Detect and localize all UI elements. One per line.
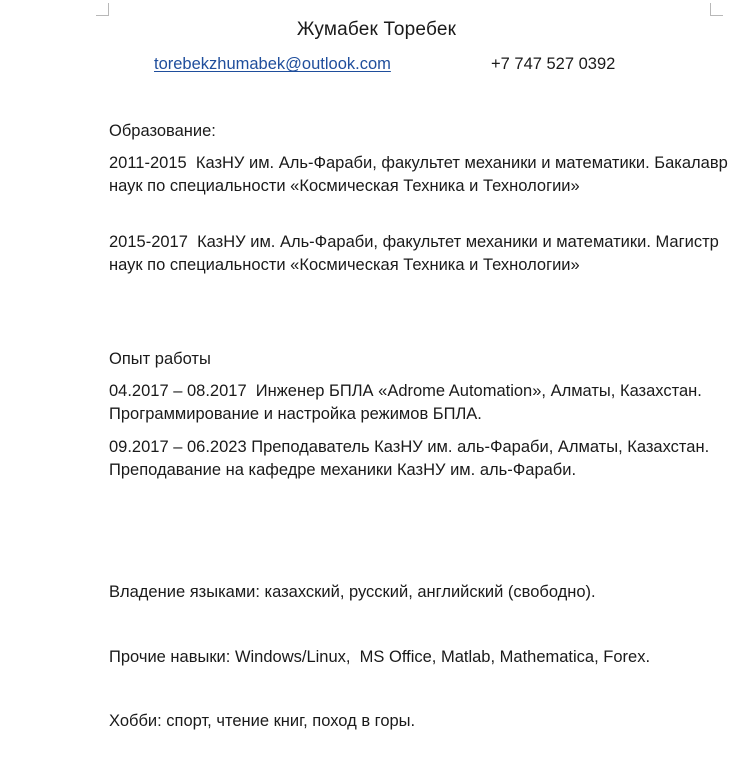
margin-corner-mark-right	[710, 3, 723, 16]
education-entry-1: 2011-2015 КазНУ им. Аль-Фараби, факультет механики и математики. Бакалавр наук по специальности «Космическая Техника и Технологии»	[109, 154, 733, 195]
experience-entry-1: 04.2017 – 08.2017 Инженер БПЛА «Adrome Automation», Алматы, Казахстан. Программирование и настройка режимов БПЛА.	[109, 382, 707, 423]
education-heading: Образование:	[109, 122, 216, 140]
person-name: Жумабек Торебек	[296, 19, 457, 40]
hobbies-line: Хобби: спорт, чтение книг, поход в горы.	[109, 712, 416, 730]
email-link[interactable]: torebekzhumabek@outlook.com	[154, 55, 391, 73]
phone-number: +7 747 527 0392	[491, 55, 616, 73]
skills-line: Прочие навыки: Windows/Linux, MS Office, Matlab, Mathematica, Forex.	[109, 648, 651, 666]
experience-heading: Опыт работы	[109, 350, 211, 368]
experience-entry-2: 09.2017 – 06.2023 Преподаватель КазНУ им. аль-Фараби, Алматы, Казахстан. Преподавание на кафедре механики КазНУ им. аль-Фараби.	[109, 438, 714, 479]
education-entry-2: 2015-2017 КазНУ им. Аль-Фараби, факультет механики и математики. Магистр наук по специальности «Космическая Техника и Технологии»	[109, 233, 724, 274]
margin-corner-mark-left	[96, 3, 109, 16]
languages-line: Владение языками: казахский, русский, английский (свободно).	[109, 583, 596, 601]
